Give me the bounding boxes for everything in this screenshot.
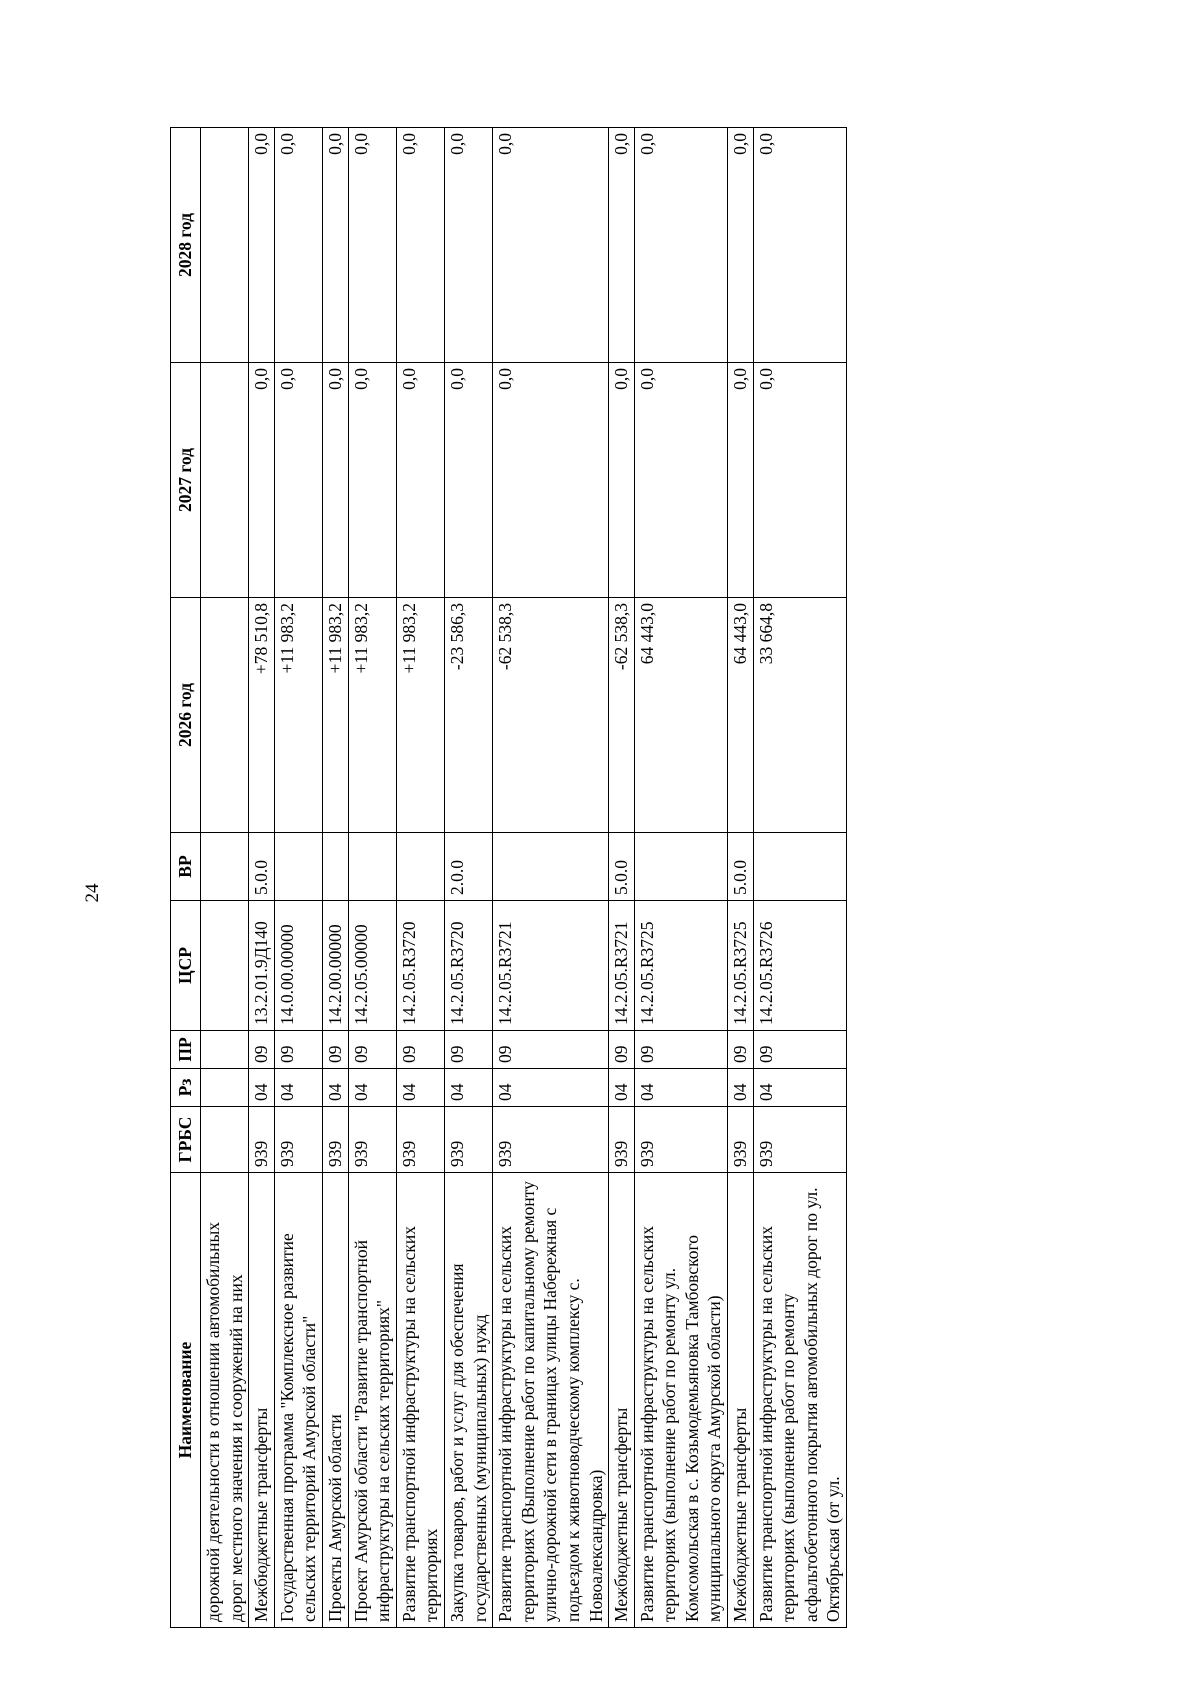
cell-rz: 04 [728, 1069, 754, 1107]
table-row [274, 128, 322, 1628]
cell-y2027: 0,0 [493, 363, 609, 598]
cell-rz: 04 [444, 1069, 492, 1107]
cell-vr: 2.0.0 [444, 833, 492, 901]
cell-y2026: 33 664,8 [753, 598, 846, 833]
cell-y2027: 0,0 [322, 363, 348, 598]
cell-rz [201, 1069, 249, 1107]
cell-grbs: 939 [634, 1107, 727, 1173]
page-number: 24 [82, 883, 103, 903]
cell-csr: 14.2.00.00000 [322, 901, 348, 1031]
header-pr: ПР [171, 1031, 201, 1069]
cell-pr: 09 [634, 1031, 727, 1069]
cell-csr: 14.2.05.R3725 [728, 901, 754, 1031]
cell-grbs: 939 [396, 1107, 444, 1173]
cell-y2026: -62 538,3 [493, 598, 609, 833]
cell-pr: 09 [396, 1031, 444, 1069]
cell-pr: 09 [753, 1031, 846, 1069]
cell-y2027: 0,0 [348, 363, 396, 598]
cell-grbs: 939 [249, 1107, 275, 1173]
table-header-row [171, 128, 201, 1628]
cell-rz: 04 [609, 1069, 635, 1107]
cell-vr [753, 833, 846, 901]
cell-y2026: -23 586,3 [444, 598, 492, 833]
header-name: Наименование [171, 1173, 201, 1628]
cell-pr: 09 [348, 1031, 396, 1069]
cell-y2028: 0,0 [753, 128, 846, 363]
cell-y2026: +11 983,2 [348, 598, 396, 833]
table-row [493, 128, 609, 1628]
cell-grbs: 939 [274, 1107, 322, 1173]
cell-y2026: +11 983,2 [396, 598, 444, 833]
cell-y2027: 0,0 [396, 363, 444, 598]
cell-y2028: 0,0 [322, 128, 348, 363]
cell-name: Развитие транспортной инфраструктуры на сельских территориях (Выполнение работ по капитальному ремонту улично-дорожной сети в границах улицы Набережная с подъездом к животноводческому комплексу с. Новоалександровка) [493, 1173, 609, 1628]
cell-pr: 09 [249, 1031, 275, 1069]
cell-pr: 09 [609, 1031, 635, 1069]
cell-rz: 04 [249, 1069, 275, 1107]
header-csr: ЦСР [171, 901, 201, 1031]
table-row [322, 128, 348, 1628]
table-row [728, 128, 754, 1628]
cell-rz: 04 [634, 1069, 727, 1107]
table-body [201, 128, 847, 1628]
cell-pr: 09 [444, 1031, 492, 1069]
cell-pr: 09 [728, 1031, 754, 1069]
budget-table [170, 127, 847, 1628]
cell-vr: 5.0.0 [249, 833, 275, 901]
cell-y2028: 0,0 [396, 128, 444, 363]
cell-y2026: 64 443,0 [728, 598, 754, 833]
cell-y2026: +11 983,2 [274, 598, 322, 833]
table-row [249, 128, 275, 1628]
budget-table-container [170, 128, 1100, 1628]
header-2028: 2028 год [171, 128, 201, 363]
cell-y2028 [201, 128, 249, 363]
cell-grbs: 939 [348, 1107, 396, 1173]
cell-y2027: 0,0 [274, 363, 322, 598]
cell-y2026 [201, 598, 249, 833]
cell-name: Межбюджетные трансферты [609, 1173, 635, 1628]
cell-rz: 04 [348, 1069, 396, 1107]
table-row [201, 128, 249, 1628]
cell-vr: 5.0.0 [728, 833, 754, 901]
cell-name: Проекты Амурской области [322, 1173, 348, 1628]
cell-name: Закупка товаров, работ и услуг для обеспечения государственных (муниципальных) нужд [444, 1173, 492, 1628]
cell-pr: 09 [274, 1031, 322, 1069]
cell-y2027: 0,0 [609, 363, 635, 598]
cell-vr [322, 833, 348, 901]
cell-csr: 14.2.05.00000 [348, 901, 396, 1031]
cell-y2027: 0,0 [728, 363, 754, 598]
cell-vr [493, 833, 609, 901]
cell-vr: 5.0.0 [609, 833, 635, 901]
header-rz: Рз [171, 1069, 201, 1107]
table-row [396, 128, 444, 1628]
cell-y2028: 0,0 [444, 128, 492, 363]
cell-csr: 14.2.05.R3720 [396, 901, 444, 1031]
cell-rz: 04 [396, 1069, 444, 1107]
cell-vr [348, 833, 396, 901]
cell-csr: 14.0.00.00000 [274, 901, 322, 1031]
header-vr: ВР [171, 833, 201, 901]
cell-y2028: 0,0 [249, 128, 275, 363]
table-row [444, 128, 492, 1628]
table-row [348, 128, 396, 1628]
table-row [753, 128, 846, 1628]
cell-grbs [201, 1107, 249, 1173]
cell-vr [274, 833, 322, 901]
cell-name: Межбюджетные трансферты [249, 1173, 275, 1628]
cell-grbs: 939 [609, 1107, 635, 1173]
cell-y2026: 64 443,0 [634, 598, 727, 833]
cell-name: Развитие транспортной инфраструктуры на сельских территориях [396, 1173, 444, 1628]
table-row [609, 128, 635, 1628]
cell-rz: 04 [493, 1069, 609, 1107]
cell-y2027: 0,0 [444, 363, 492, 598]
cell-y2028: 0,0 [634, 128, 727, 363]
cell-y2027 [201, 363, 249, 598]
cell-y2027: 0,0 [249, 363, 275, 598]
header-2027: 2027 год [171, 363, 201, 598]
cell-y2026: -62 538,3 [609, 598, 635, 833]
header-grbs: ГРБС [171, 1107, 201, 1173]
cell-name: Межбюджетные трансферты [728, 1173, 754, 1628]
cell-csr: 14.2.05.R3721 [493, 901, 609, 1031]
cell-name: дорожной деятельности в отношении автомобильных дорог местного значения и сооружений на них [201, 1173, 249, 1628]
cell-y2028: 0,0 [348, 128, 396, 363]
cell-csr [201, 901, 249, 1031]
cell-grbs: 939 [753, 1107, 846, 1173]
cell-vr [201, 833, 249, 901]
cell-name: Развитие транспортной инфраструктуры на сельских территориях (выполнение работ по ремонту ул. Комсомольская в с. Козьмодемьяновка Тамбовского муниципального округа Амурской области) [634, 1173, 727, 1628]
cell-csr: 14.2.05.R3720 [444, 901, 492, 1031]
cell-csr: 14.2.05.R3725 [634, 901, 727, 1031]
cell-pr: 09 [493, 1031, 609, 1069]
cell-pr: 09 [322, 1031, 348, 1069]
cell-y2028: 0,0 [609, 128, 635, 363]
cell-y2027: 0,0 [753, 363, 846, 598]
cell-y2026: +78 510,8 [249, 598, 275, 833]
cell-y2028: 0,0 [493, 128, 609, 363]
cell-y2026: +11 983,2 [322, 598, 348, 833]
cell-grbs: 939 [728, 1107, 754, 1173]
cell-csr: 13.2.01.9Д140 [249, 901, 275, 1031]
cell-rz: 04 [753, 1069, 846, 1107]
header-2026: 2026 год [171, 598, 201, 833]
cell-name: Государственная программа "Комплексное развитие сельских территорий Амурской области" [274, 1173, 322, 1628]
cell-rz: 04 [274, 1069, 322, 1107]
cell-csr: 14.2.05.R3726 [753, 901, 846, 1031]
cell-grbs: 939 [493, 1107, 609, 1173]
cell-grbs: 939 [444, 1107, 492, 1173]
table-row [634, 128, 727, 1628]
cell-csr: 14.2.05.R3721 [609, 901, 635, 1031]
cell-vr [634, 833, 727, 901]
cell-pr [201, 1031, 249, 1069]
cell-grbs: 939 [322, 1107, 348, 1173]
cell-name: Развитие транспортной инфраструктуры на сельских территориях (выполнение работ по ремонту асфальтобетонного покрытия автомобильных дорог по ул. Октябрьская (от ул. [753, 1173, 846, 1628]
cell-name: Проект Амурской области "Развитие транспортной инфраструктуры на сельских территориях" [348, 1173, 396, 1628]
cell-vr [396, 833, 444, 901]
cell-rz: 04 [322, 1069, 348, 1107]
cell-y2028: 0,0 [274, 128, 322, 363]
cell-y2027: 0,0 [634, 363, 727, 598]
cell-y2028: 0,0 [728, 128, 754, 363]
